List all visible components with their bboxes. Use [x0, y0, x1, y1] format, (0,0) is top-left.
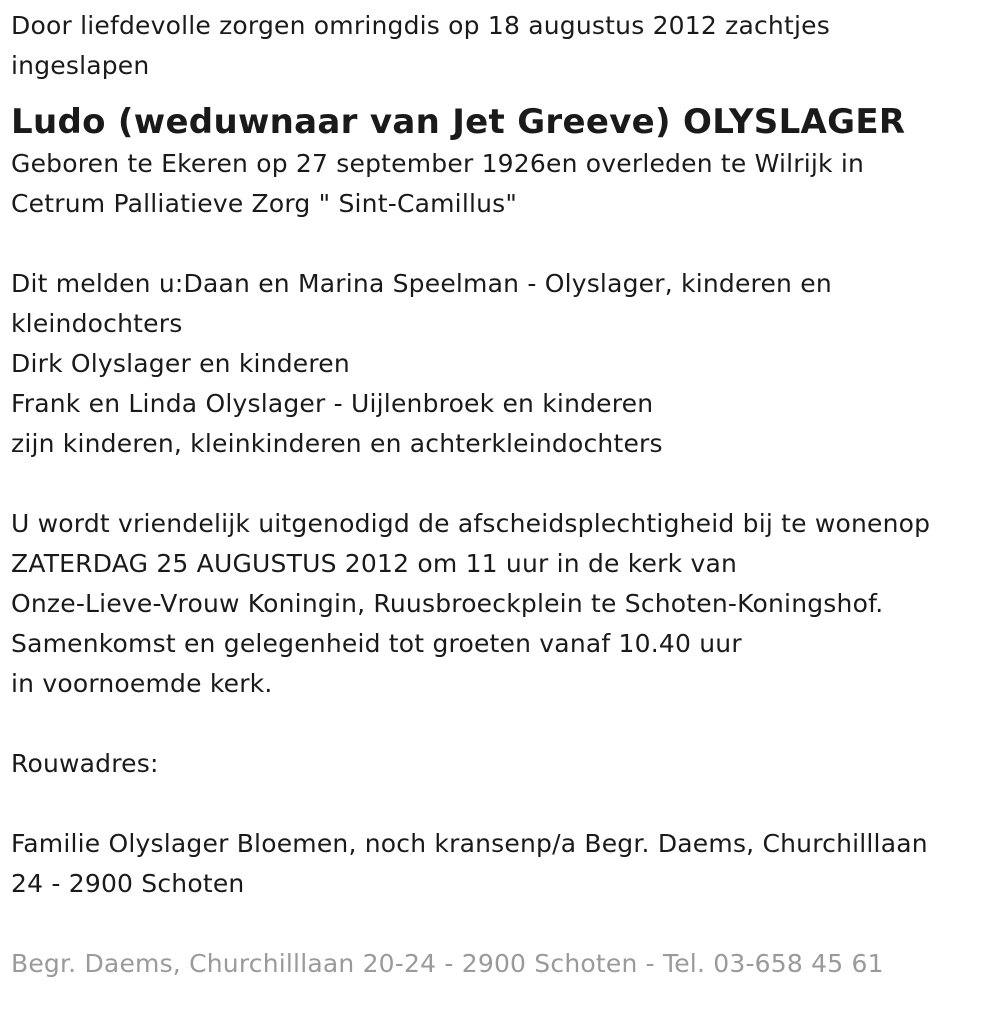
intro-line: ingeslapen	[11, 51, 150, 80]
deceased-name: Ludo (weduwnaar van Jet Greeve) OLYSLAGER	[11, 102, 906, 142]
spacer	[11, 704, 991, 744]
ceremony-line: Samenkomst en gelegenheid tot groeten vanaf 10.40 uur	[11, 629, 742, 658]
spacer	[11, 464, 991, 504]
announcer-line: zijn kinderen, kleinkinderen en achterkleindochters	[11, 429, 663, 458]
spacer	[11, 904, 991, 944]
birth-death-line: Geboren te Ekeren op 27 september 1926en overleden te Wilrijk in	[11, 149, 865, 178]
announcer-line: Dirk Olyslager en kinderen	[11, 349, 350, 378]
spacer	[11, 784, 991, 824]
address-text	[11, 824, 991, 904]
ceremony-line: in voornoemde kerk.	[11, 669, 273, 698]
intro-text	[11, 6, 991, 86]
announcer-line: Frank en Linda Olyslager - Uijlenbroek en kinderen	[11, 389, 654, 418]
spacer	[11, 224, 991, 264]
address-line: Familie Olyslager Bloemen, noch kransenp/a Begr. Daems, Churchilllaan	[11, 829, 928, 858]
obituary-notice	[11, 6, 991, 984]
announcer-line: kleindochters	[11, 309, 183, 338]
ceremony-line: U wordt vriendelijk uitgenodigd de afscheidsplechtigheid bij te wonenop	[11, 509, 931, 538]
announcer-line: Dit melden u:Daan en Marina Speelman - Olyslager, kinderen en	[11, 269, 832, 298]
birth-death-text	[11, 144, 991, 224]
address-line: 24 - 2900 Schoten	[11, 869, 245, 898]
funeral-home-footer: Begr. Daems, Churchilllaan 20-24 - 2900 Schoten - Tel. 03-658 45 61	[11, 949, 884, 978]
announcers-text	[11, 264, 991, 464]
ceremony-line: ZATERDAG 25 AUGUSTUS 2012 om 11 uur in de kerk van	[11, 549, 738, 578]
ceremony-text	[11, 504, 991, 704]
birth-death-line: Cetrum Palliatieve Zorg " Sint-Camillus"	[11, 189, 518, 218]
address-label: Rouwadres:	[11, 749, 159, 778]
intro-line: Door liefdevolle zorgen omringdis op 18 augustus 2012 zachtjes	[11, 11, 830, 40]
ceremony-line: Onze-Lieve-Vrouw Koningin, Ruusbroeckplein te Schoten-Koningshof.	[11, 589, 884, 618]
